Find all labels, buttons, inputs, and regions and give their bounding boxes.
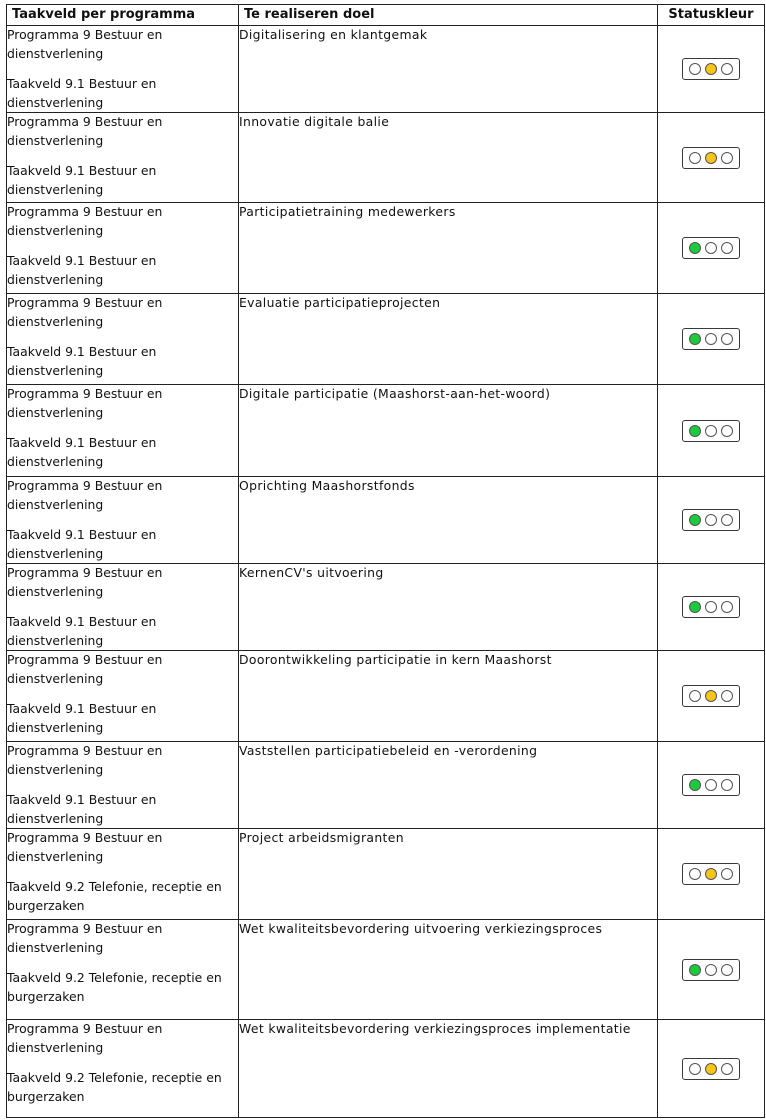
doel-cell: Innovatie digitale balie <box>239 113 658 203</box>
yellow-lamp-icon <box>705 425 717 437</box>
doel-cell: Oprichting Maashorstfonds <box>239 477 658 564</box>
doel-cell: Evaluatie participatieprojecten <box>239 294 658 385</box>
red-lamp-icon <box>721 152 733 164</box>
status-cell <box>658 113 765 203</box>
status-cell <box>658 920 765 1020</box>
status-cell <box>658 564 765 651</box>
red-lamp-icon <box>721 242 733 254</box>
programma-text: Programma 9 Bestuur en dienstverlening <box>7 1021 163 1055</box>
taakveld-text: Taakveld 9.1 Bestuur en dienstverlening <box>7 253 157 287</box>
red-lamp-icon <box>721 779 733 791</box>
doel-cell: Participatietraining medewerkers <box>239 203 658 294</box>
taakveld-cell <box>7 829 239 920</box>
programma-text: Programma 9 Bestuur en dienstverlening <box>7 652 163 686</box>
programma-text: Programma 9 Bestuur en dienstverlening <box>7 204 163 238</box>
green-lamp-icon <box>689 63 701 75</box>
programma-text: Programma 9 Bestuur en dienstverlening <box>7 386 163 420</box>
green-lamp-icon <box>689 868 701 880</box>
taakveld-text: Taakveld 9.1 Bestuur en dienstverlening <box>7 614 157 648</box>
taakveld-cell <box>7 477 239 564</box>
status-cell <box>658 385 765 477</box>
programma-text: Programma 9 Bestuur en dienstverlening <box>7 478 163 512</box>
green-lamp-icon <box>689 514 701 526</box>
red-lamp-icon <box>721 514 733 526</box>
traffic-light-icon <box>682 509 740 531</box>
doel-cell: Project arbeidsmigranten <box>239 829 658 920</box>
traffic-light-icon <box>682 328 740 350</box>
table-row <box>7 294 765 385</box>
taakveld-text: Taakveld 9.1 Bestuur en dienstverlening <box>7 163 157 197</box>
table-row <box>7 477 765 564</box>
taakveld-cell <box>7 294 239 385</box>
programma-text: Programma 9 Bestuur en dienstverlening <box>7 830 163 864</box>
status-cell <box>658 203 765 294</box>
status-cell <box>658 829 765 920</box>
taakveld-text: Taakveld 9.1 Bestuur en dienstverlening <box>7 344 157 378</box>
green-lamp-icon <box>689 242 701 254</box>
table-row <box>7 113 765 203</box>
traffic-light-icon <box>682 959 740 981</box>
yellow-lamp-icon <box>705 63 717 75</box>
green-lamp-icon <box>689 779 701 791</box>
status-table <box>6 4 765 1118</box>
green-lamp-icon <box>689 601 701 613</box>
red-lamp-icon <box>721 964 733 976</box>
green-lamp-icon <box>689 333 701 345</box>
table-row <box>7 564 765 651</box>
table-row <box>7 742 765 829</box>
taakveld-text: Taakveld 9.1 Bestuur en dienstverlening <box>7 435 157 469</box>
traffic-light-icon <box>682 596 740 618</box>
status-cell <box>658 26 765 113</box>
doel-cell: Vaststellen participatiebeleid en -verordening <box>239 742 658 829</box>
doel-cell: Wet kwaliteitsbevordering uitvoering verkiezingsproces <box>239 920 658 1020</box>
programma-text: Programma 9 Bestuur en dienstverlening <box>7 743 163 777</box>
table-row <box>7 829 765 920</box>
traffic-light-icon <box>682 237 740 259</box>
header-taakveld: Taakveld per programma <box>7 5 239 26</box>
status-cell <box>658 477 765 564</box>
doel-cell: KernenCV's uitvoering <box>239 564 658 651</box>
status-cell <box>658 1020 765 1118</box>
red-lamp-icon <box>721 1063 733 1075</box>
programma-text: Programma 9 Bestuur en dienstverlening <box>7 565 163 599</box>
header-status: Statuskleur <box>658 5 765 26</box>
red-lamp-icon <box>721 63 733 75</box>
red-lamp-icon <box>721 868 733 880</box>
green-lamp-icon <box>689 690 701 702</box>
taakveld-cell <box>7 564 239 651</box>
traffic-light-icon <box>682 58 740 80</box>
taakveld-cell <box>7 651 239 742</box>
doel-cell: Digitalisering en klantgemak <box>239 26 658 113</box>
taakveld-text: Taakveld 9.2 Telefonie, receptie en burgerzaken <box>7 970 222 1004</box>
yellow-lamp-icon <box>705 601 717 613</box>
taakveld-text: Taakveld 9.1 Bestuur en dienstverlening <box>7 76 157 110</box>
taakveld-text: Taakveld 9.1 Bestuur en dienstverlening <box>7 527 157 561</box>
doel-cell: Wet kwaliteitsbevordering verkiezingsproces implementatie <box>239 1020 658 1118</box>
green-lamp-icon <box>689 1063 701 1075</box>
table-row <box>7 203 765 294</box>
yellow-lamp-icon <box>705 152 717 164</box>
red-lamp-icon <box>721 690 733 702</box>
yellow-lamp-icon <box>705 1063 717 1075</box>
table-row <box>7 385 765 477</box>
traffic-light-icon <box>682 147 740 169</box>
traffic-light-icon <box>682 774 740 796</box>
red-lamp-icon <box>721 333 733 345</box>
taakveld-cell <box>7 1020 239 1118</box>
status-cell <box>658 294 765 385</box>
red-lamp-icon <box>721 601 733 613</box>
green-lamp-icon <box>689 425 701 437</box>
doel-cell: Doorontwikkeling participatie in kern Maashorst <box>239 651 658 742</box>
taakveld-text: Taakveld 9.1 Bestuur en dienstverlening <box>7 792 157 826</box>
table-row <box>7 651 765 742</box>
table-header-row <box>7 5 765 26</box>
taakveld-text: Taakveld 9.2 Telefonie, receptie en burgerzaken <box>7 879 222 913</box>
header-doel: Te realiseren doel <box>239 5 658 26</box>
taakveld-cell <box>7 26 239 113</box>
taakveld-text: Taakveld 9.1 Bestuur en dienstverlening <box>7 701 157 735</box>
taakveld-cell <box>7 920 239 1020</box>
taakveld-cell <box>7 742 239 829</box>
yellow-lamp-icon <box>705 514 717 526</box>
programma-text: Programma 9 Bestuur en dienstverlening <box>7 921 163 955</box>
status-cell <box>658 651 765 742</box>
traffic-light-icon <box>682 685 740 707</box>
yellow-lamp-icon <box>705 779 717 791</box>
taakveld-cell <box>7 385 239 477</box>
traffic-light-icon <box>682 420 740 442</box>
table-row <box>7 26 765 113</box>
green-lamp-icon <box>689 964 701 976</box>
yellow-lamp-icon <box>705 690 717 702</box>
traffic-light-icon <box>682 1058 740 1080</box>
traffic-light-icon <box>682 863 740 885</box>
programma-text: Programma 9 Bestuur en dienstverlening <box>7 295 163 329</box>
yellow-lamp-icon <box>705 242 717 254</box>
table-row <box>7 1020 765 1118</box>
table-row <box>7 920 765 1020</box>
doel-cell: Digitale participatie (Maashorst-aan-het-woord) <box>239 385 658 477</box>
status-cell <box>658 742 765 829</box>
green-lamp-icon <box>689 152 701 164</box>
taakveld-cell <box>7 113 239 203</box>
taakveld-text: Taakveld 9.2 Telefonie, receptie en burgerzaken <box>7 1070 222 1104</box>
table-body <box>7 26 765 1118</box>
yellow-lamp-icon <box>705 868 717 880</box>
yellow-lamp-icon <box>705 964 717 976</box>
programma-text: Programma 9 Bestuur en dienstverlening <box>7 114 163 148</box>
programma-text: Programma 9 Bestuur en dienstverlening <box>7 27 163 61</box>
yellow-lamp-icon <box>705 333 717 345</box>
taakveld-cell <box>7 203 239 294</box>
red-lamp-icon <box>721 425 733 437</box>
